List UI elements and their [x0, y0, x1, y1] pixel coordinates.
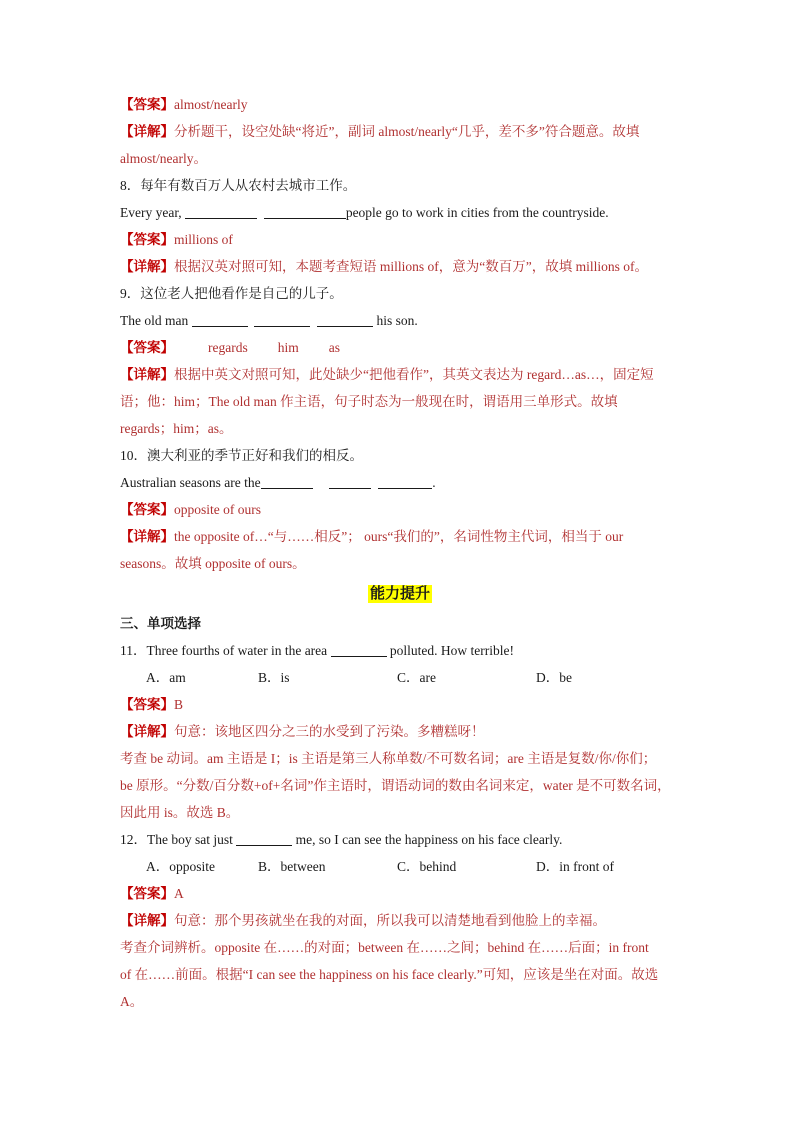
q10-answer: opposite of ours [174, 502, 261, 517]
q11-option-d[interactable]: D．be [536, 670, 572, 685]
answer-label: 【答案】 [120, 886, 174, 901]
q12-detail-line-2 [120, 934, 680, 961]
q9-detail-line-3 [120, 415, 680, 442]
q7-detail-1: 分析题干，设空处缺“将近”，副词 almost/nearly“几乎，差不多”符合题意。故填 [174, 124, 640, 139]
answer-label: 【答案】 [120, 340, 174, 355]
q10-stem-cn: 10．澳大利亚的季节正好和我们的相反。 [120, 448, 363, 463]
q10-detail-2: seasons。故填 opposite of ours。 [120, 556, 306, 571]
q7-answer-line [120, 91, 680, 118]
q12-option-d[interactable]: D．in front of [536, 859, 614, 874]
q11-answer-line [120, 691, 680, 718]
q9-stem-cn: 9．这位老人把他看作是自己的儿子。 [120, 286, 343, 301]
q10-detail-line-1 [120, 523, 680, 550]
q7-detail-2: almost/nearly。 [120, 151, 207, 166]
q8-stem-en-a: Every year, [120, 205, 186, 220]
q9-detail-2: 语；他：him；The old man 作主语，句子时态为一般现在时，谓语用三单形式。故填 [120, 394, 618, 409]
q10-blank-3[interactable] [378, 474, 432, 489]
q10-answer-line [120, 496, 680, 523]
q9-stem-en-b: his son. [373, 313, 418, 328]
q11-stem-a: 11．Three fourths of water in the area [120, 643, 331, 658]
q8-blank-2[interactable] [264, 204, 346, 219]
q9-blank-1[interactable] [192, 312, 248, 327]
q11-option-b[interactable]: B．is [258, 670, 290, 685]
q9-answer-3: as [328, 340, 340, 355]
q12-option-c[interactable]: C．behind [397, 859, 457, 874]
q10-stem-en-b: . [432, 475, 436, 490]
q9-answer-line [120, 334, 680, 361]
q9-blank-3[interactable] [317, 312, 373, 327]
q11-detail-line-3 [120, 772, 680, 799]
document-page [120, 91, 680, 1015]
detail-label: 【详解】 [120, 529, 174, 544]
q10-blank-2[interactable] [329, 474, 371, 489]
q11-detail-3: be 原形。“分数/百分数+of+名词”作主语时，谓语动词的数由名词来定，water 是不可数名词， [120, 778, 671, 793]
q11-options [120, 664, 680, 691]
detail-label: 【详解】 [120, 913, 174, 928]
q9-blank-2[interactable] [254, 312, 310, 327]
q11-stem-b: polluted. How terrible! [386, 643, 515, 658]
q11-detail-2: 考查 be 动词。am 主语是 I；is 主语是第三人称单数/不可数名词；are 主语是复数/你/你们； [120, 751, 657, 766]
q12-detail-line-1 [120, 907, 680, 934]
q12-stem-a: 12．The boy sat just [120, 832, 237, 847]
q11-detail-line-1 [120, 718, 680, 745]
answer-label: 【答案】 [120, 502, 174, 517]
section-banner [120, 579, 680, 608]
q12-answer: A [174, 886, 184, 901]
q10-stem-en-a: Australian seasons are the [120, 475, 261, 490]
q12-detail-line-3 [120, 961, 680, 988]
q10-blank-1[interactable] [261, 474, 313, 489]
q9-stem-en [120, 307, 680, 334]
q11-stem [120, 637, 680, 664]
q9-answer-2: him [277, 340, 299, 355]
q11-answer: B [174, 697, 184, 712]
q8-answer: millions of [174, 232, 233, 247]
q9-stem-en-a: The old man [120, 313, 192, 328]
q7-answer: almost/nearly [174, 97, 248, 112]
q11-detail-1: 句意：该地区四分之三的水受到了污染。多糟糕呀！ [174, 724, 485, 739]
q11-detail-4: 因此用 is。故选 B。 [120, 805, 240, 820]
answer-label: 【答案】 [120, 97, 174, 112]
answer-label: 【答案】 [120, 232, 174, 247]
answer-label: 【答案】 [120, 697, 174, 712]
q8-stem-en [120, 199, 680, 226]
detail-label: 【详解】 [120, 724, 174, 739]
section3-title: 三、单项选择 [120, 616, 201, 631]
q12-answer-line [120, 880, 680, 907]
q9-detail-line-1 [120, 361, 680, 388]
q12-detail-1: 句意：那个男孩就坐在我的对面，所以我可以清楚地看到他脸上的幸福。 [174, 913, 606, 928]
q8-answer-line [120, 226, 680, 253]
q12-detail-4: A。 [120, 994, 144, 1009]
q11-blank[interactable] [331, 642, 387, 657]
q12-stem [120, 826, 680, 853]
q8-blank-1[interactable] [185, 204, 257, 219]
q12-blank[interactable] [236, 831, 292, 846]
q7-detail-line-2 [120, 145, 680, 172]
q10-detail-line-2 [120, 550, 680, 577]
q8-stem-en-b: people go to work in cities from the countryside. [345, 205, 609, 220]
q12-detail-2: 考查介词辨析。opposite 在……的对面；between 在……之间；behind 在……后面；in front [120, 940, 649, 955]
q8-detail: 根据汉英对照可知，本题考查短语 millions of，意为“数百万”，故填 millions of。 [174, 259, 648, 274]
q10-detail-1: the opposite of…“与……相反”； ours“我们的”，名词性物主代词，相当于 our [174, 529, 624, 544]
detail-label: 【详解】 [120, 259, 174, 274]
q9-detail-1: 根据中英文对照可知，此处缺少“把他看作”，其英文表达为 regard…as…，固定短 [174, 367, 654, 382]
q9-detail-line-2 [120, 388, 680, 415]
q9-detail-3: regards；him；as。 [120, 421, 233, 436]
q9-answer-1: regards [208, 340, 248, 355]
q10-stem-en [120, 469, 680, 496]
q11-option-a[interactable]: A．am [146, 670, 186, 685]
q12-detail-3: of 在……前面。根据“I can see the happiness on his face clearly.”可知，应该是坐在对面。故选 [120, 967, 659, 982]
detail-label: 【详解】 [120, 124, 174, 139]
q7-detail-line-1 [120, 118, 680, 145]
q11-option-c[interactable]: C．are [397, 670, 436, 685]
q8-detail-line [120, 253, 680, 280]
q12-option-a[interactable]: A．opposite [146, 859, 215, 874]
section-banner-text: 能力提升 [369, 586, 430, 602]
q12-stem-b: me, so I can see the happiness on his face clearly. [292, 832, 563, 847]
q12-detail-line-4 [120, 988, 680, 1015]
q11-detail-line-2 [120, 745, 680, 772]
q12-option-b[interactable]: B．between [258, 859, 326, 874]
detail-label: 【详解】 [120, 367, 174, 382]
q11-detail-line-4 [120, 799, 680, 826]
q8-stem-cn: 8．每年有数百万人从农村去城市工作。 [120, 178, 357, 193]
q12-options [120, 853, 680, 880]
